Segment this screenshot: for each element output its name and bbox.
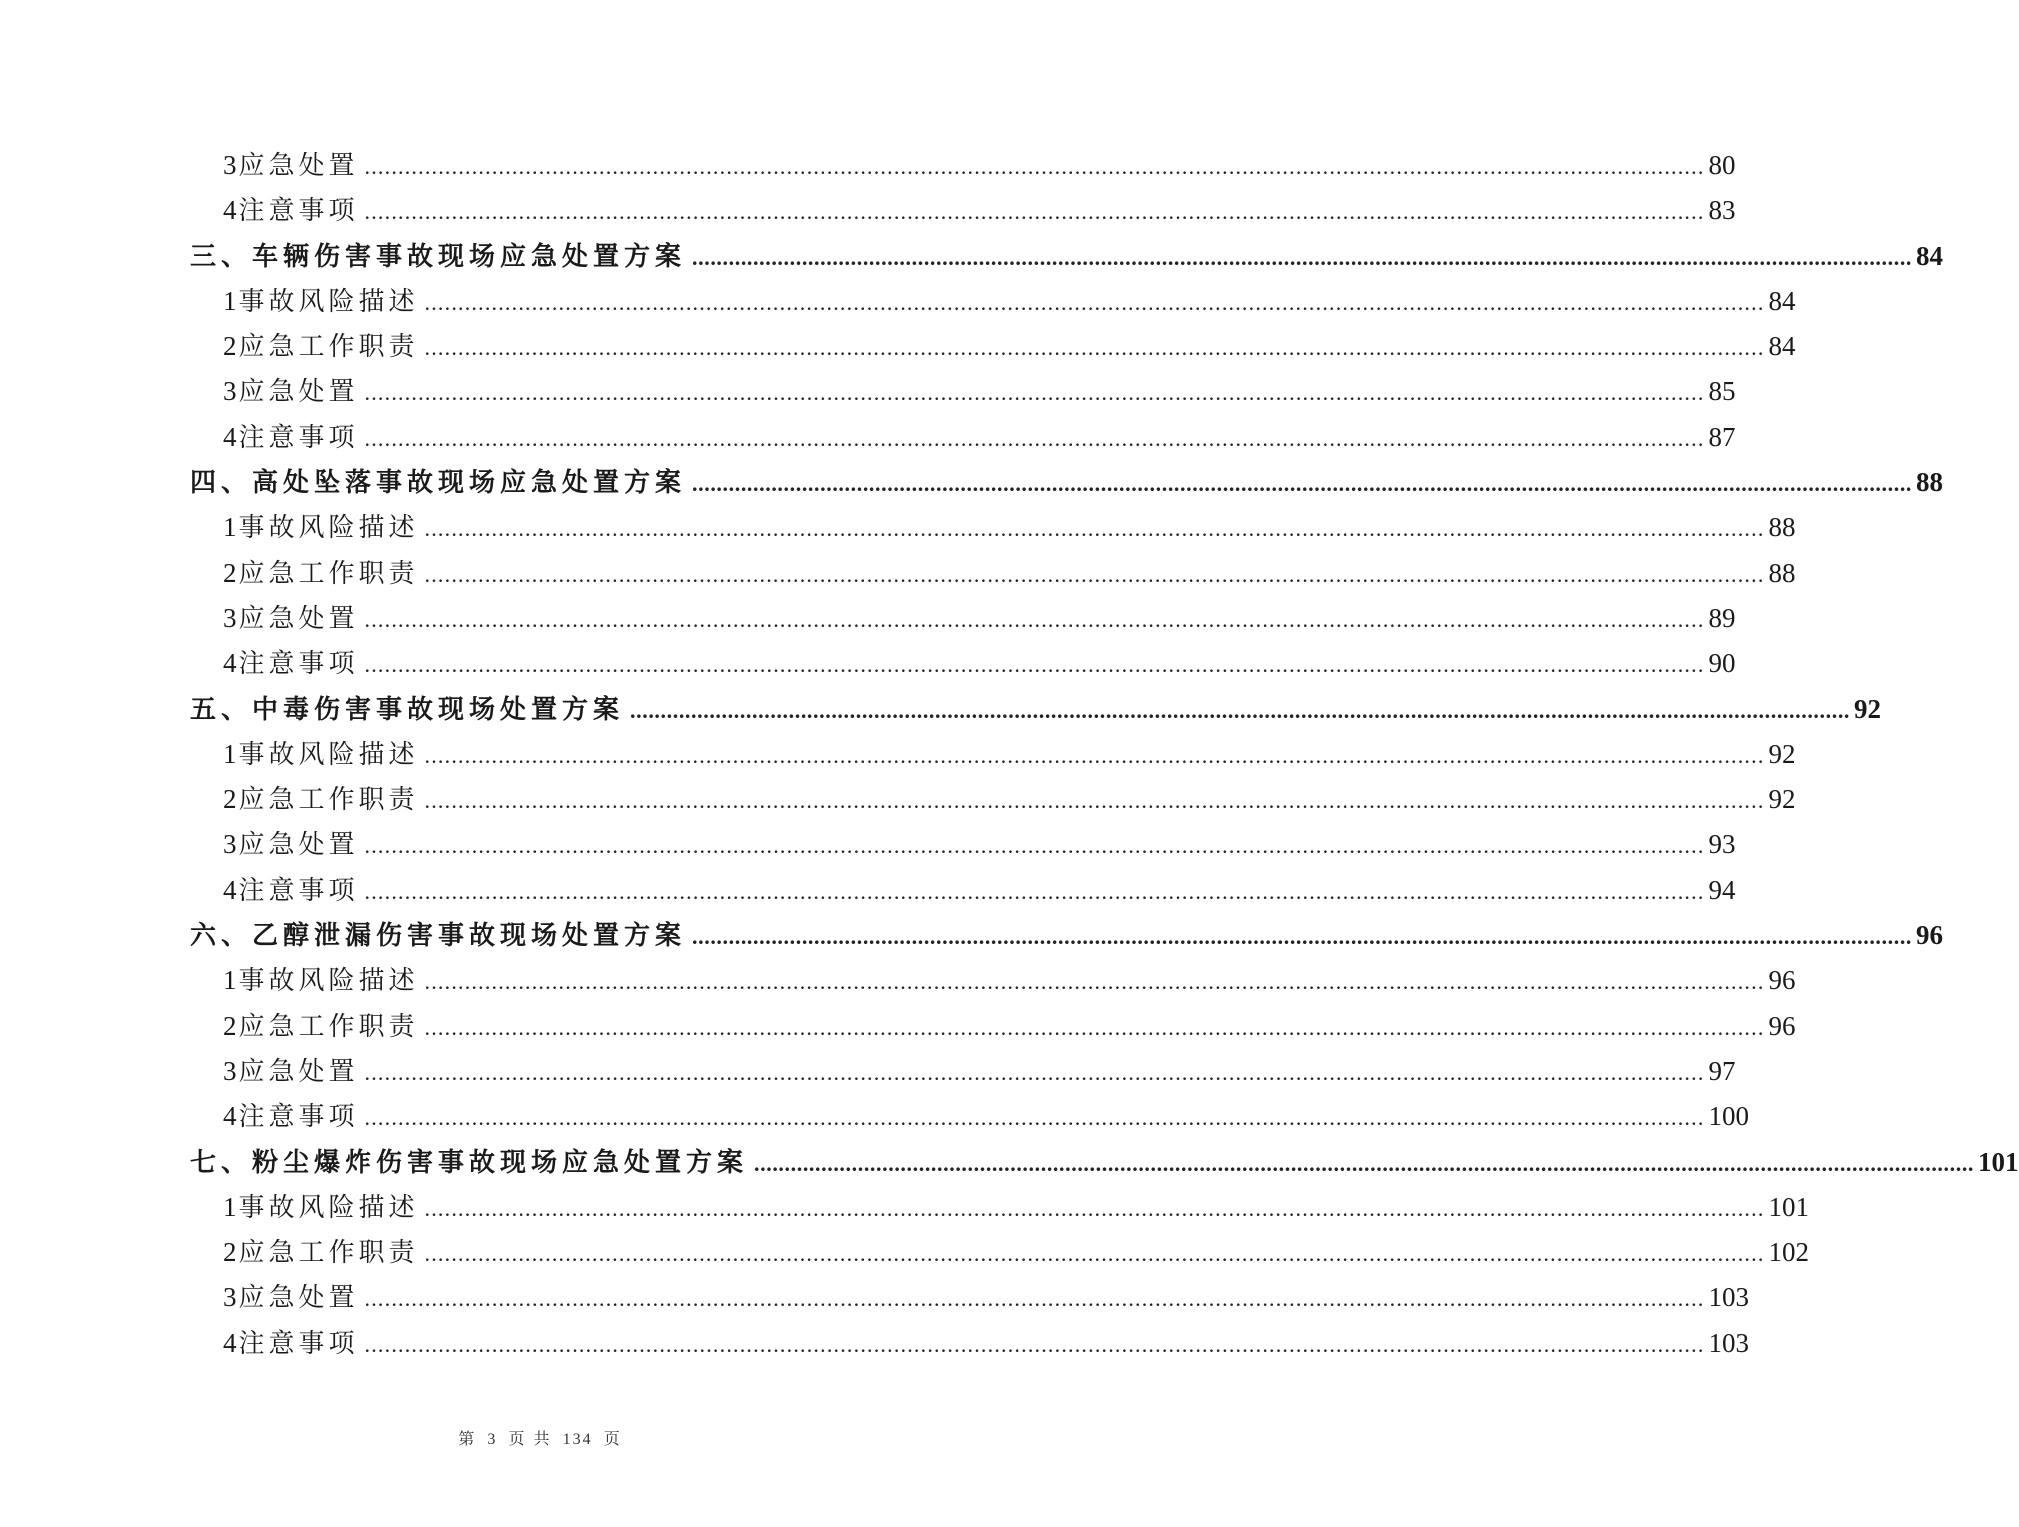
toc-dot-leader: ........................................................................................................................................................................................................ — [630, 697, 1851, 723]
toc-page-number: 102 — [1768, 1237, 1810, 1268]
toc-dot-leader: ........................................................................................................................................................................................................ — [364, 1059, 1705, 1085]
toc-entry-text: 注意事项 — [238, 875, 359, 906]
toc-entry-number: 2 — [223, 784, 237, 815]
toc-entry-number: 1 — [223, 965, 237, 996]
toc-page-number: 101 — [1978, 1146, 2019, 1177]
toc-subsection-entry[interactable] — [0, 324, 1796, 369]
toc-subsection-entry[interactable] — [0, 732, 1796, 777]
toc-entry-number: 4 — [223, 421, 237, 452]
toc-page-number: 94 — [1708, 874, 1736, 905]
toc-entry-title — [223, 551, 419, 597]
toc-entry-text: 应急工作职责 — [238, 332, 419, 363]
toc-dot-leader: ........................................................................................................................................................................................................ — [364, 154, 1705, 179]
toc-entry-number: 1 — [223, 512, 237, 543]
toc-page-number: 92 — [1768, 738, 1796, 769]
toc-page-number: 96 — [1916, 920, 1944, 951]
toc-subsection-entry[interactable] — [0, 1230, 1810, 1275]
toc-entry-text: 五、中毒伤害事故现场处置方案 — [190, 694, 625, 725]
footer-middle: 页 共 — [508, 1429, 552, 1448]
toc-dot-leader: ........................................................................................................................................................................................................ — [364, 652, 1705, 678]
toc-entry-title — [223, 1275, 359, 1321]
toc-entry-title — [223, 1185, 419, 1231]
toc-entry-number: 3 — [223, 1282, 237, 1313]
toc-subsection-entry[interactable] — [0, 958, 1796, 1003]
toc-entry-text: 应急处置 — [238, 1056, 359, 1087]
toc-subsection-entry[interactable] — [0, 822, 1736, 867]
toc-page-number: 80 — [1708, 150, 1736, 180]
toc-entry-text: 应急工作职责 — [238, 1011, 419, 1042]
footer-total-pages: 134 — [562, 1431, 593, 1448]
toc-subsection-entry[interactable] — [0, 505, 1796, 550]
toc-entry-text: 事故风险描述 — [238, 1192, 419, 1223]
toc-page-number: 96 — [1768, 1010, 1796, 1041]
toc-dot-leader: ........................................................................................................................................................................................................ — [364, 380, 1705, 406]
toc-dot-leader: ........................................................................................................................................................................................................ — [364, 1105, 1705, 1131]
toc-entry-title — [223, 641, 359, 687]
toc-entry-text: 事故风险描述 — [238, 966, 419, 997]
toc-dot-leader: ........................................................................................................................................................................................................ — [692, 244, 1913, 270]
toc-entry-title — [190, 1141, 748, 1186]
toc-section-entry[interactable] — [0, 913, 1944, 958]
toc-entry-text: 七、粉尘爆炸伤害事故现场应急处置方案 — [190, 1147, 749, 1178]
toc-entry-title — [223, 958, 419, 1004]
toc-entry-text: 应急处置 — [238, 151, 359, 181]
toc-entry-number: 4 — [223, 874, 237, 905]
toc-dot-leader: ........................................................................................................................................................................................................ — [424, 289, 1765, 315]
toc-dot-leader: ........................................................................................................................................................................................................ — [424, 742, 1765, 768]
toc-page-number: 83 — [1708, 195, 1736, 226]
toc-entry-title — [223, 1094, 359, 1140]
toc-entry-number: 3 — [223, 376, 237, 407]
toc-entry-title — [190, 688, 624, 733]
toc-entry-title — [190, 461, 686, 506]
toc-entry-text: 注意事项 — [238, 1102, 359, 1133]
toc-entry-number: 4 — [223, 1101, 237, 1132]
toc-entry-number: 3 — [223, 150, 237, 180]
toc-page-number: 92 — [1768, 784, 1796, 815]
toc-entry-number: 2 — [223, 557, 237, 588]
toc-page-number: 103 — [1708, 1327, 1750, 1358]
toc-entry-text: 应急处置 — [238, 1283, 359, 1314]
toc-page-number: 93 — [1708, 829, 1736, 860]
toc-entry-title — [223, 415, 359, 461]
toc-entry-number: 2 — [223, 1237, 237, 1268]
toc-page-number: 84 — [1768, 331, 1796, 362]
toc-entry-number: 4 — [223, 1327, 237, 1358]
toc-entry-number: 3 — [223, 602, 237, 633]
toc-entry-title — [223, 732, 419, 778]
toc-subsection-entry[interactable] — [0, 777, 1796, 822]
toc-dot-leader: ........................................................................................................................................................................................................ — [424, 788, 1765, 814]
toc-dot-leader: ........................................................................................................................................................................................................ — [364, 833, 1705, 859]
toc-page-number: 90 — [1708, 648, 1736, 679]
toc-page-number: 92 — [1854, 693, 1882, 724]
toc-dot-leader: ........................................................................................................................................................................................................ — [424, 1241, 1765, 1267]
toc-entry-text: 应急工作职责 — [238, 785, 419, 816]
footer-current-page: 3 — [487, 1431, 498, 1448]
toc-entry-title — [190, 235, 686, 280]
toc-entry-text: 应急处置 — [238, 603, 359, 634]
table-of-contents — [0, 143, 2019, 1366]
toc-entry-text: 应急处置 — [238, 377, 359, 408]
toc-entry-text: 事故风险描述 — [238, 286, 419, 317]
toc-subsection-entry[interactable] — [0, 641, 1736, 686]
toc-entry-title — [223, 143, 359, 189]
footer-suffix: 页 — [603, 1429, 622, 1448]
toc-dot-leader: ........................................................................................................................................................................................................ — [364, 606, 1705, 632]
toc-dot-leader: ........................................................................................................................................................................................................ — [364, 199, 1705, 225]
toc-entry-text: 应急处置 — [238, 830, 359, 861]
toc-subsection-entry[interactable] — [0, 1275, 1750, 1320]
toc-page-number: 89 — [1708, 602, 1736, 633]
toc-dot-leader: ........................................................................................................................................................................................................ — [364, 878, 1705, 904]
toc-entry-number: 1 — [223, 738, 237, 769]
toc-entry-text: 应急工作职责 — [238, 558, 419, 589]
toc-section-entry[interactable] — [0, 687, 1882, 732]
footer-prefix: 第 — [458, 1429, 477, 1448]
toc-subsection-entry[interactable] — [0, 415, 1736, 460]
toc-dot-leader: ........................................................................................................................................................................................................ — [424, 335, 1765, 361]
toc-entry-title — [223, 279, 419, 325]
toc-entry-number: 4 — [223, 195, 237, 226]
toc-entry-number: 1 — [223, 285, 237, 316]
toc-subsection-entry[interactable] — [0, 551, 1796, 596]
toc-entry-title — [223, 324, 419, 370]
toc-page-number: 101 — [1768, 1191, 1810, 1222]
toc-entry-number: 2 — [223, 331, 237, 362]
toc-dot-leader: ........................................................................................................................................................................................................ — [364, 1286, 1705, 1312]
page-footer — [0, 1426, 1080, 1449]
toc-subsection-entry[interactable] — [0, 369, 1736, 414]
toc-section-entry[interactable] — [0, 234, 1944, 279]
toc-subsection-entry[interactable] — [0, 1321, 1750, 1366]
toc-dot-leader: ........................................................................................................................................................................................................ — [424, 969, 1765, 995]
toc-entry-title — [190, 914, 686, 959]
toc-page-number: 97 — [1708, 1055, 1736, 1086]
toc-entry-text: 注意事项 — [238, 196, 359, 227]
toc-page-number: 100 — [1708, 1101, 1750, 1132]
toc-subsection-entry[interactable] — [0, 188, 1736, 233]
toc-entry-text: 四、高处坠落事故现场应急处置方案 — [190, 468, 687, 499]
toc-entry-number: 1 — [223, 1191, 237, 1222]
toc-entry-title — [223, 505, 419, 551]
toc-entry-text: 应急工作职责 — [238, 1238, 419, 1269]
toc-section-entry[interactable] — [0, 1140, 2019, 1185]
toc-subsection-entry[interactable] — [0, 1185, 1810, 1230]
toc-entry-title — [223, 1321, 359, 1367]
toc-subsection-entry[interactable] — [0, 596, 1736, 641]
toc-entry-title — [223, 777, 419, 823]
toc-dot-leader: ........................................................................................................................................................................................................ — [424, 561, 1765, 587]
toc-entry-title — [223, 188, 359, 234]
toc-entry-text: 注意事项 — [238, 1328, 359, 1359]
toc-page-number: 87 — [1708, 421, 1736, 452]
toc-dot-leader: ........................................................................................................................................................................................................ — [424, 516, 1765, 542]
toc-dot-leader: ........................................................................................................................................................................................................ — [424, 1195, 1765, 1221]
toc-entry-text: 六、乙醇泄漏伤害事故现场处置方案 — [190, 921, 687, 952]
toc-entry-title — [223, 369, 359, 415]
toc-entry-text: 三、车辆伤害事故现场应急处置方案 — [190, 241, 687, 272]
toc-section-entry[interactable] — [0, 460, 1944, 505]
toc-entry-text: 注意事项 — [238, 649, 359, 680]
toc-subsection-entry[interactable] — [0, 143, 1736, 188]
toc-page-number: 88 — [1916, 467, 1944, 498]
toc-entry-text: 事故风险描述 — [238, 739, 419, 770]
toc-subsection-entry[interactable] — [0, 868, 1736, 913]
toc-dot-leader: ........................................................................................................................................................................................................ — [692, 471, 1913, 497]
toc-entry-number: 3 — [223, 1055, 237, 1086]
toc-subsection-entry[interactable] — [0, 1094, 1750, 1139]
toc-entry-title — [223, 1004, 419, 1050]
toc-dot-leader: ........................................................................................................................................................................................................ — [364, 425, 1705, 451]
toc-page-number: 96 — [1768, 965, 1796, 996]
toc-entry-text: 事故风险描述 — [238, 513, 419, 544]
toc-entry-text: 注意事项 — [238, 422, 359, 453]
toc-dot-leader: ........................................................................................................................................................................................................ — [364, 1331, 1705, 1357]
toc-entry-number: 2 — [223, 1010, 237, 1041]
toc-dot-leader: ........................................................................................................................................................................................................ — [424, 1014, 1765, 1040]
toc-subsection-entry[interactable] — [0, 1004, 1796, 1049]
toc-page-number: 84 — [1768, 285, 1796, 316]
toc-entry-title — [223, 868, 359, 914]
toc-entry-number: 4 — [223, 648, 237, 679]
toc-page-number: 103 — [1708, 1282, 1750, 1313]
toc-dot-leader: ........................................................................................................................................................................................................ — [754, 1150, 1975, 1176]
toc-entry-title — [223, 596, 359, 642]
toc-subsection-entry[interactable] — [0, 1049, 1736, 1094]
toc-subsection-entry[interactable] — [0, 279, 1796, 324]
toc-entry-number: 3 — [223, 829, 237, 860]
toc-page-number: 88 — [1768, 512, 1796, 543]
toc-page-number: 85 — [1708, 376, 1736, 407]
toc-entry-title — [223, 1230, 419, 1276]
toc-page-number: 88 — [1768, 557, 1796, 588]
toc-page-number: 84 — [1916, 240, 1944, 271]
toc-dot-leader: ........................................................................................................................................................................................................ — [692, 924, 1913, 950]
toc-entry-title — [223, 822, 359, 868]
toc-entry-title — [223, 1049, 359, 1095]
